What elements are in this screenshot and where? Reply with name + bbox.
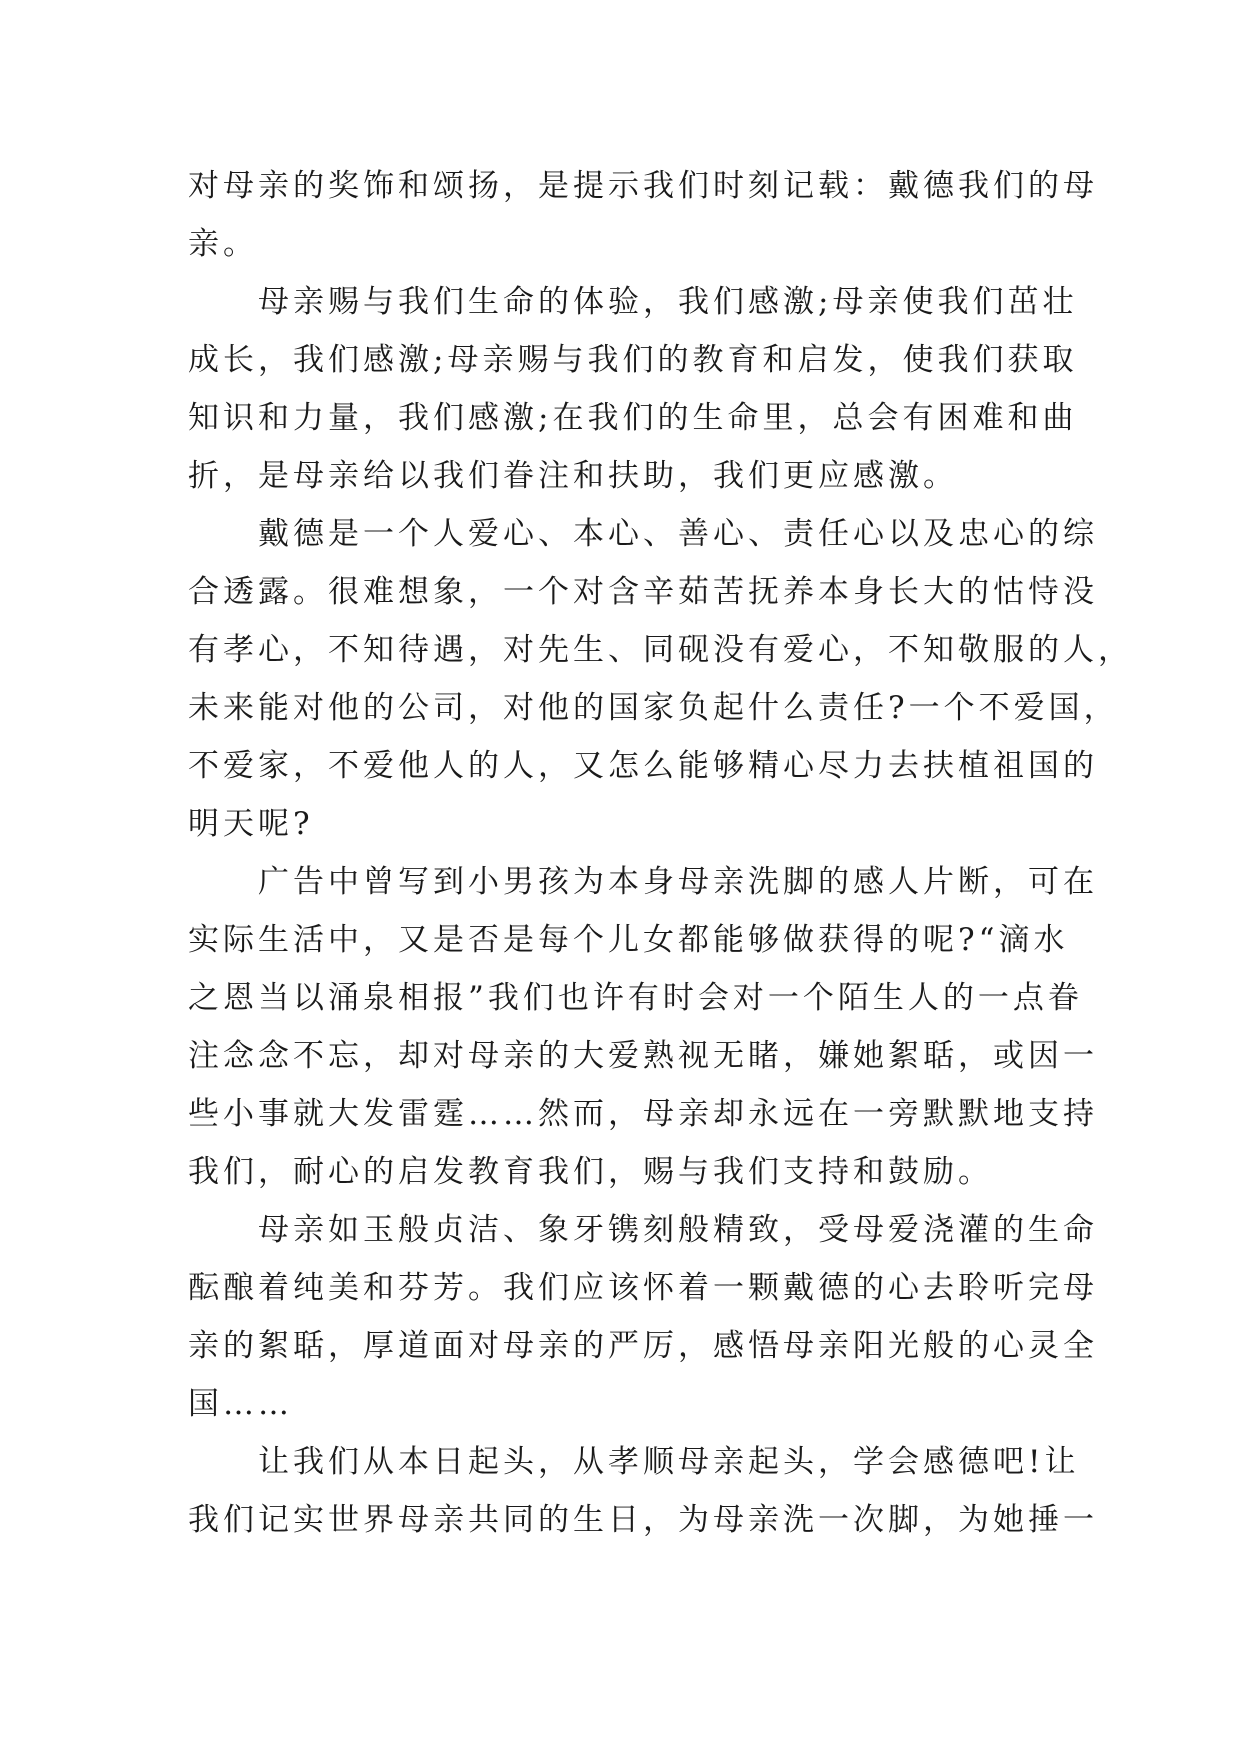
paragraph-5: [188, 1201, 1098, 1433]
paragraph-line: 实际生活中，又是否是每个儿女都能够做获得的呢?“滴水: [188, 922, 1069, 958]
paragraph-2: [188, 273, 1078, 505]
paragraph-line: 国……: [188, 1386, 293, 1422]
paragraph-line: 我们记实世界母亲共同的生日，为母亲洗一次脚，为她捶一: [188, 1502, 1098, 1538]
paragraph-line: 折，是母亲给以我们眷注和扶助，我们更应感激。: [188, 458, 958, 494]
paragraph-line: 亲。: [188, 226, 258, 262]
paragraph-4: [188, 853, 1098, 1201]
paragraph-line: 之恩当以涌泉相报”我们也许有时会对一个陌生人的一点眷: [188, 980, 1083, 1016]
paragraph-line: 酝酿着纯美和芬芳。我们应该怀着一颗戴德的心去聆听完母: [188, 1270, 1098, 1306]
paragraph-6: [188, 1433, 1098, 1549]
paragraph-line: 不爱家，不爱他人的人，又怎么能够精心尽力去扶植祖国的: [188, 748, 1098, 784]
paragraph-line: 母亲如玉般贞洁、象牙镌刻般精致，受母爱浇灌的生命: [258, 1212, 1098, 1248]
paragraph-line: 成长，我们感激;母亲赐与我们的教育和启发，使我们获取: [188, 342, 1078, 378]
paragraph-line: 我们，耐心的启发教育我们，赐与我们支持和鼓励。: [188, 1154, 993, 1190]
paragraph-line: 合透露。很难想象，一个对含辛茹苦抚养本身长大的怙恃没: [188, 574, 1098, 610]
paragraph-line: 让我们从本日起头，从孝顺母亲起头，学会感德吧!让: [258, 1444, 1080, 1480]
paragraph-line: 对母亲的奖饰和颂扬，是提示我们时刻记载：戴德我们的母: [188, 168, 1098, 204]
paragraph-3: [188, 505, 1133, 853]
paragraph-line: 母亲赐与我们生命的体验，我们感激;母亲使我们茁壮: [258, 284, 1078, 320]
paragraph-line: 广告中曾写到小男孩为本身母亲洗脚的感人片断，可在: [258, 864, 1098, 900]
paragraph-line: 知识和力量，我们感激;在我们的生命里，总会有困难和曲: [188, 400, 1078, 436]
paragraph-line: 未来能对他的公司，对他的国家负起什么责任?一个不爱国，: [188, 690, 1119, 726]
paragraph-line: 明天呢?: [188, 806, 314, 842]
paragraph-1: [188, 157, 1098, 273]
paragraph-line: 亲的絮聒，厚道面对母亲的严厉，感悟母亲阳光般的心灵全: [188, 1328, 1098, 1364]
paragraph-line: 注念念不忘，却对母亲的大爱熟视无睹，嫌她絮聒，或因一: [188, 1038, 1098, 1074]
paragraph-line: 有孝心，不知待遇，对先生、同砚没有爱心，不知敬服的人，: [188, 632, 1133, 668]
paragraph-line: 些小事就大发雷霆……然而，母亲却永远在一旁默默地支持: [188, 1096, 1098, 1132]
paragraph-line: 戴德是一个人爱心、本心、善心、责任心以及忠心的综: [258, 516, 1098, 552]
document-body: [188, 157, 1133, 1549]
